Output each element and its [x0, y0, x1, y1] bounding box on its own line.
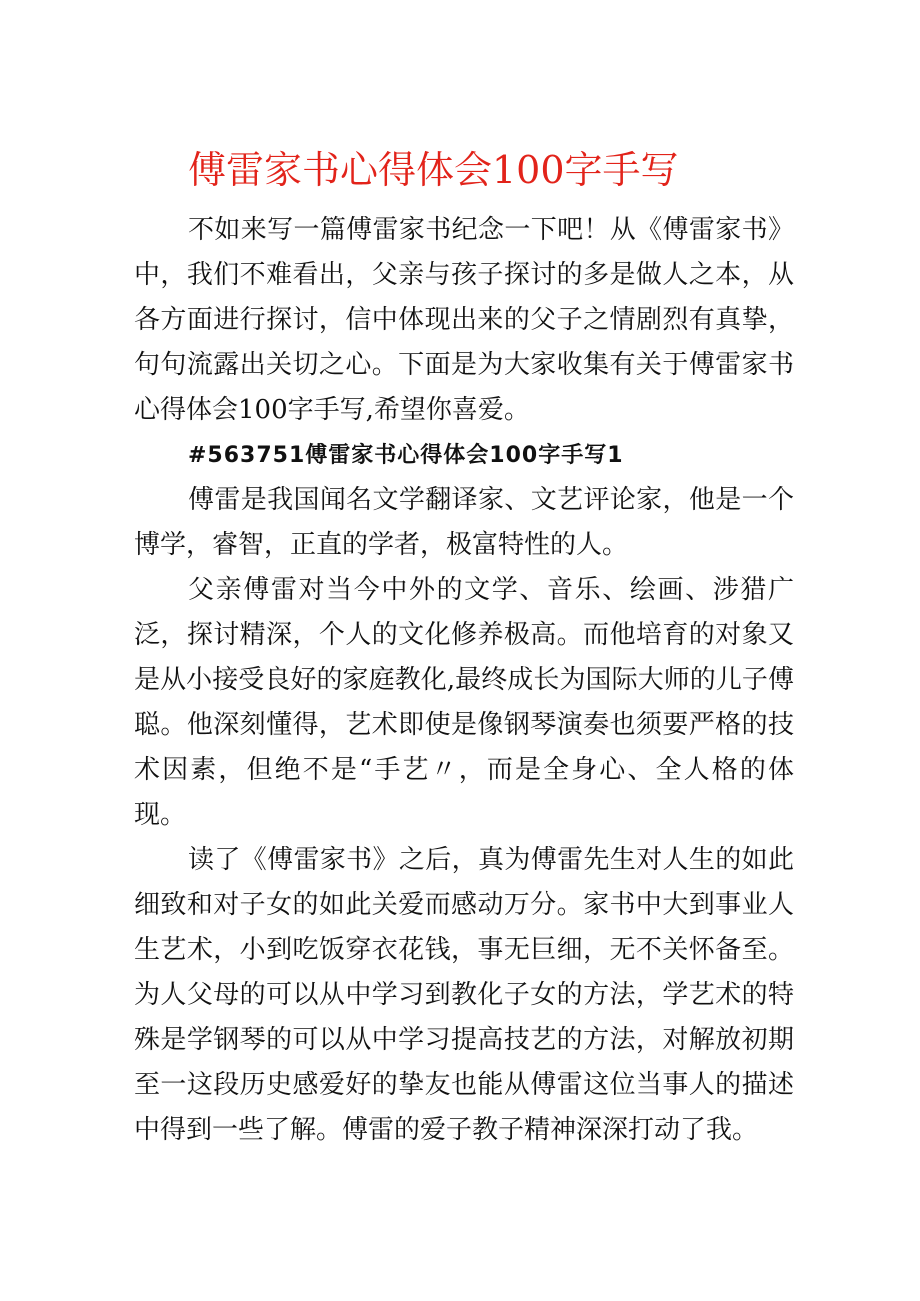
document-body: [134, 208, 794, 1153]
document-title: 傅雷家书心得体会100字手写: [188, 148, 679, 192]
body-paragraph: 傅雷是我国闻名文学翻译家、文艺评论家，他是一个博学，睿智，正直的学者，极富特性的人。: [134, 485, 794, 560]
body-paragraph: 读了《傅雷家书》之后，真为傅雷先生对人生的如此细致和对子女的如此关爱而感动万分。家书中大到事业人生艺术，小到吃饭穿衣花钱，事无巨细，无不关怀备至。为人父母的可以从中学习到教化子女的方法，学艺术的特殊是学钢琴的可以从中学习提高技艺的方法，对解放初期至一这段历史感爱好的挚友也能从傅雷这位当事人的描述中得到一些了解。傅雷的爱子教子精神深深打动了我。: [134, 845, 794, 1145]
intro-paragraph: 不如来写一篇傅雷家书纪念一下吧！从《傅雷家书》中，我们不难看出，父亲与孩子探讨的多是做人之本，从各方面进行探讨，信中体现出来的父子之情剧烈有真挚，句句流露出关切之心。下面是为大家收集有关于傅雷家书心得体会100字手写,希望你喜爱。: [134, 215, 794, 425]
body-paragraph: 父亲傅雷对当今中外的文学、音乐、绘画、涉猎广泛，探讨精深，个人的文化修养极高。而他培育的对象又是从小接受良好的家庭教化,最终成长为国际大师的儿子傅聪。他深刻懂得，艺术即使是像钢琴演奏也须要严格的技术因素，但绝不是“手艺〃，而是全身心、全人格的体现。: [134, 575, 794, 830]
section-heading: #563751傅雷家书心得体会100字手写1: [188, 443, 624, 468]
